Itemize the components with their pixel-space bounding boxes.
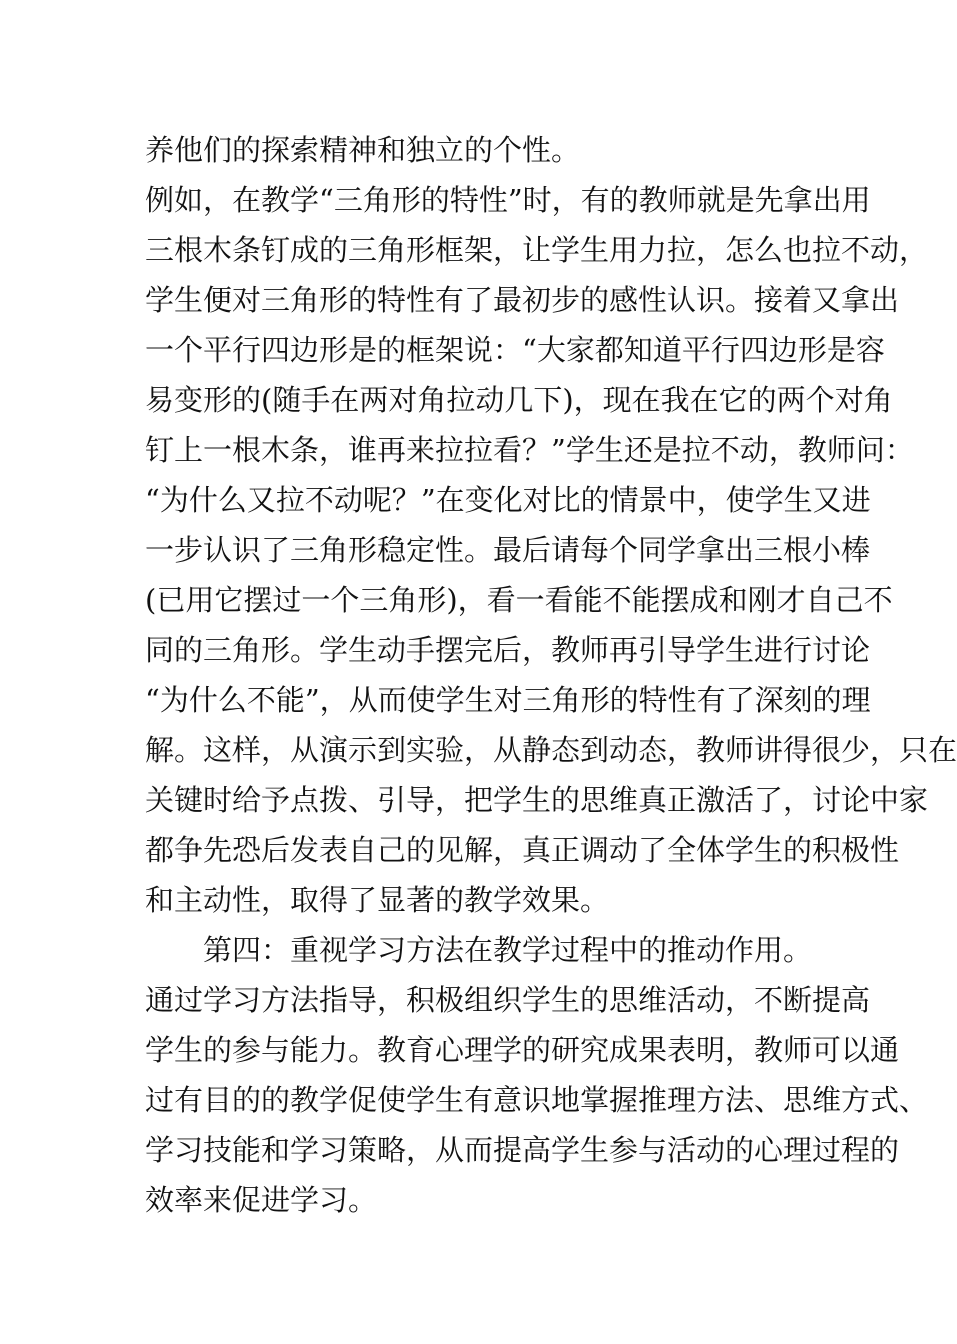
text-line: (已用它摆过一个三角形)，看一看能不能摆成和刚才自己不: [145, 583, 893, 617]
text-line: 学生的参与能力。教育心理学的研究成果表明，教师可以通: [145, 1033, 900, 1067]
text-line: 效率来促进学习。: [145, 1183, 378, 1217]
section-heading: 第四：重视学习方法在教学过程中的推动作用。: [145, 933, 813, 967]
text-line: 通过学习方法指导，积极组织学生的思维活动，不断提高: [145, 983, 871, 1017]
text-line: 同的三角形。学生动手摆完后，教师再引导学生进行讨论: [145, 633, 871, 667]
text-line: 钉上一根木条，谁再来拉拉看？”学生还是拉不动，教师问：: [145, 433, 914, 467]
text-line: 一步认识了三角形稳定性。最后请每个同学拿出三根小棒: [145, 533, 871, 567]
text-line: 都争先恐后发表自己的见解，真正调动了全体学生的积极性: [145, 833, 900, 867]
text-line: 解。这样，从演示到实验，从静态到动态，教师讲得很少，只在: [145, 733, 957, 767]
text-line: 例如，在教学“三角形的特性”时，有的教师就是先拿出用: [145, 183, 871, 217]
text-line: 一个平行四边形是的框架说：“大家都知道平行四边形是容: [145, 333, 885, 367]
text-line: “为什么不能”，从而使学生对三角形的特性有了深刻的理: [145, 683, 871, 717]
text-line: 养他们的探索精神和独立的个性。: [145, 133, 581, 167]
text-line: 学习技能和学习策略，从而提高学生参与活动的心理过程的: [145, 1133, 900, 1167]
text-line: 过有目的的教学促使学生有意识地掌握推理方法、思维方式、: [145, 1083, 929, 1117]
text-line: 和主动性，取得了显著的教学效果。: [145, 883, 610, 917]
text-line: “为什么又拉不动呢？”在变化对比的情景中，使学生又进: [145, 483, 871, 517]
text-line: 学生便对三角形的特性有了最初步的感性认识。接着又拿出: [145, 283, 900, 317]
text-line: 三根木条钉成的三角形框架，让学生用力拉，怎么也拉不动，: [145, 233, 929, 267]
text-line: 关键时给予点拨、引导，把学生的思维真正激活了，讨论中家: [145, 783, 929, 817]
text-line: 易变形的(随手在两对角拉动几下)，现在我在它的两个对角: [145, 383, 893, 417]
